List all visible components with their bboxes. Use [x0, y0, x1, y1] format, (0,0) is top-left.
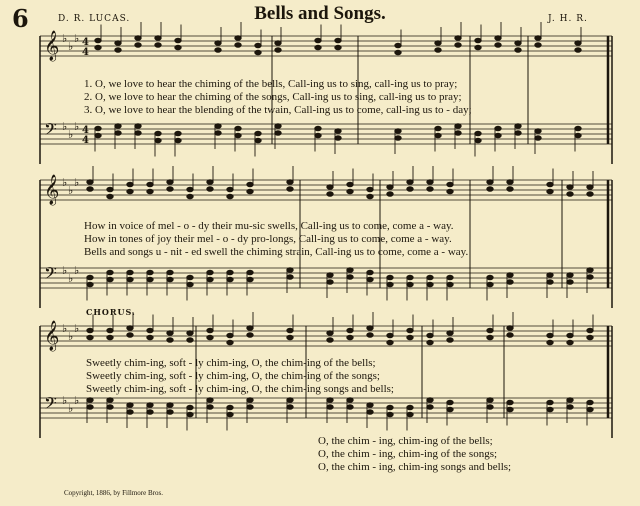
svg-text:♭: ♭	[62, 264, 68, 277]
svg-text:♭: ♭	[62, 322, 68, 335]
clefs-and-signatures	[44, 30, 89, 417]
svg-text:♭: ♭	[68, 330, 74, 343]
svg-text:♭: ♭	[74, 394, 80, 407]
svg-text:♭: ♭	[68, 40, 74, 53]
verse-2-line-2: How in tones of joy their mel - o - dy pro-longs, Call-ing us to come, come a - way.	[84, 233, 452, 245]
verse-2-line-1: 2. O, we love to hear the chiming of the songs, Call-ing us to sing, call-ing us to pray;	[84, 91, 462, 103]
svg-text:𝄞: 𝄞	[44, 31, 60, 61]
svg-text:𝄢: 𝄢	[44, 263, 57, 287]
svg-text:♭: ♭	[62, 120, 68, 133]
chorus-line-1: Sweetly chim-ing, soft - ly chim-ing, O, the chim-ing of the bells;	[86, 357, 376, 369]
svg-text:♭: ♭	[74, 322, 80, 335]
chorus-bass-line-2: O, the chim - ing, chim-ing of the songs;	[318, 448, 498, 460]
svg-text:♭: ♭	[62, 32, 68, 45]
svg-text:♭: ♭	[74, 120, 80, 133]
svg-text:𝄞: 𝄞	[44, 321, 60, 351]
page-number: 6	[12, 4, 29, 33]
svg-text:4: 4	[82, 125, 89, 136]
chorus-line-2: Sweetly chim-ing, soft - ly chim-ing, O, the chim-ing of the songs;	[86, 370, 380, 382]
verse-1-line-1: 1. O, we love to hear the chiming of the bells, Call-ing us to sing, call-ing us to pray;	[84, 78, 458, 90]
svg-text:𝄢: 𝄢	[44, 393, 57, 417]
svg-text:♭: ♭	[68, 184, 74, 197]
composer-credit: D. R. LUCAS.	[58, 14, 131, 24]
svg-text:4: 4	[82, 135, 89, 146]
author-credit: J. H. R.	[548, 14, 588, 24]
svg-text:♭: ♭	[68, 128, 74, 141]
chorus-label: CHORUS.	[86, 307, 136, 317]
svg-text:♭: ♭	[74, 176, 80, 189]
svg-text:4: 4	[82, 37, 89, 48]
verse-3-line-1: 3. O, we love to hear the blending of the twain, Call-ing us to come, call-ing us to - day;	[84, 104, 472, 116]
verse-3-line-2: Bells and songs u - nit - ed swell the chiming strain, Call-ing us to come, come a - way.	[84, 246, 469, 258]
svg-text:𝄢: 𝄢	[44, 119, 57, 143]
verse-1-line-2: How in voice of mel - o - dy their mu-sic swells, Call-ing us to come, come a - way.	[84, 220, 454, 232]
hymn-title: Bells and Songs.	[254, 3, 386, 24]
copyright-notice: Copyright, 1886, by Fillmore Bros.	[64, 489, 163, 497]
chorus-line-3: Sweetly chim-ing, soft - ly chim-ing, O, the chim-ing songs and bells;	[86, 383, 394, 395]
svg-text:♭: ♭	[74, 32, 80, 45]
svg-text:♭: ♭	[62, 176, 68, 189]
svg-text:𝄞: 𝄞	[44, 175, 60, 205]
svg-text:♭: ♭	[68, 272, 74, 285]
chorus-bass-line-1: O, the chim - ing, chim-ing of the bells;	[318, 435, 493, 447]
chorus-bass-line-3: O, the chim - ing, chim-ing songs and bells;	[318, 461, 512, 473]
svg-text:♭: ♭	[68, 402, 74, 415]
svg-text:♭: ♭	[62, 394, 68, 407]
svg-text:♭: ♭	[74, 264, 80, 277]
svg-text:4: 4	[82, 47, 89, 58]
